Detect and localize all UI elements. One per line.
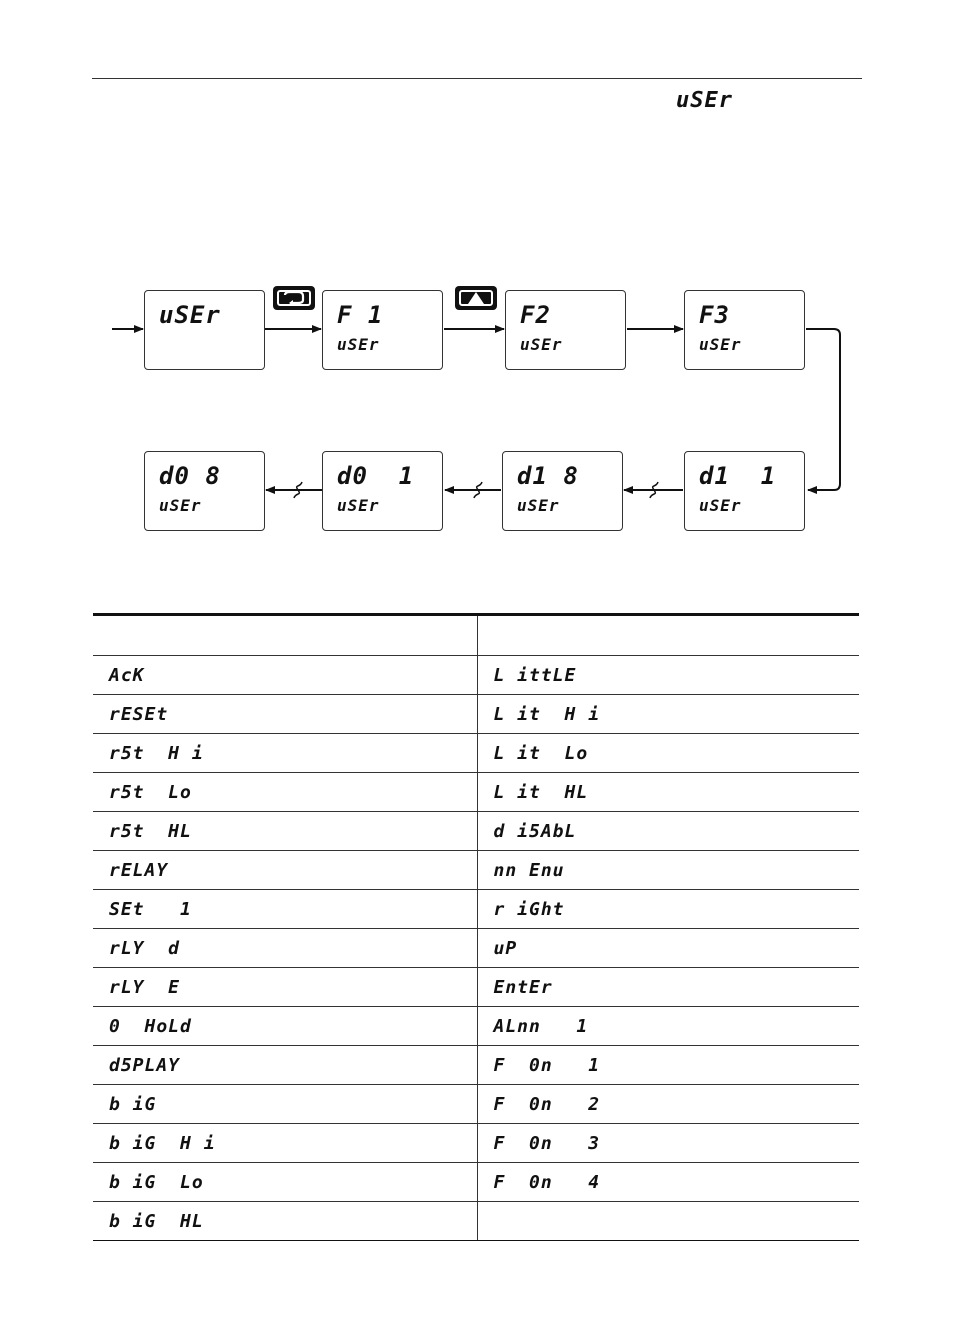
table-row bbox=[93, 890, 859, 929]
menu-header-label: uSEr bbox=[676, 88, 733, 113]
table-cell: 0 HoLd bbox=[93, 1007, 477, 1046]
display-box-user bbox=[144, 290, 265, 370]
table-row bbox=[93, 812, 859, 851]
display-main-text: d1 8 bbox=[517, 462, 579, 490]
table-header-cell bbox=[477, 615, 859, 656]
table-cell: uP bbox=[477, 929, 859, 968]
table-row bbox=[93, 851, 859, 890]
display-main-text: d0 8 bbox=[159, 462, 221, 490]
table-cell: r5t Lo bbox=[93, 773, 477, 812]
display-main-text: d0 1 bbox=[337, 462, 415, 490]
display-main-text: d1 1 bbox=[699, 462, 777, 490]
table-cell: L it H i bbox=[477, 695, 859, 734]
display-sub-text: uSEr bbox=[517, 496, 560, 515]
arrow-f3-to-di1 bbox=[806, 329, 840, 490]
display-box-f1 bbox=[322, 290, 443, 370]
display-box-do8 bbox=[144, 451, 265, 531]
table-cell: b iG bbox=[93, 1085, 477, 1124]
display-sub-text: uSEr bbox=[699, 496, 742, 515]
table-row bbox=[93, 695, 859, 734]
table-cell: L it HL bbox=[477, 773, 859, 812]
table-header-row bbox=[93, 615, 859, 656]
table-cell: F 0n 1 bbox=[477, 1046, 859, 1085]
function-table bbox=[93, 613, 859, 1241]
table-row bbox=[93, 968, 859, 1007]
table-cell: SEt 1 bbox=[93, 890, 477, 929]
table-cell: nn Enu bbox=[477, 851, 859, 890]
display-box-do1 bbox=[322, 451, 443, 531]
display-box-di1 bbox=[684, 451, 805, 531]
table-cell: EntEr bbox=[477, 968, 859, 1007]
table-row bbox=[93, 1046, 859, 1085]
table-cell: rELAY bbox=[93, 851, 477, 890]
table-row bbox=[93, 1085, 859, 1124]
table-cell: d5PLAY bbox=[93, 1046, 477, 1085]
display-box-f3 bbox=[684, 290, 805, 370]
up-button-icon bbox=[455, 286, 497, 310]
table-cell bbox=[477, 1202, 859, 1241]
display-box-di8 bbox=[502, 451, 623, 531]
display-main-text: uSEr bbox=[159, 301, 221, 329]
display-sub-text: uSEr bbox=[520, 335, 563, 354]
table-cell: L it Lo bbox=[477, 734, 859, 773]
table-cell: F 0n 4 bbox=[477, 1163, 859, 1202]
table-cell: rESEt bbox=[93, 695, 477, 734]
table-cell: rLY E bbox=[93, 968, 477, 1007]
table-row bbox=[93, 1202, 859, 1241]
table-cell: AcK bbox=[93, 656, 477, 695]
table-cell: b iG H i bbox=[93, 1124, 477, 1163]
table-row bbox=[93, 1163, 859, 1202]
display-sub-text: uSEr bbox=[699, 335, 742, 354]
table-row bbox=[93, 734, 859, 773]
display-sub-text: uSEr bbox=[337, 496, 380, 515]
table-cell: F 0n 2 bbox=[477, 1085, 859, 1124]
table-row bbox=[93, 773, 859, 812]
table-header-cell bbox=[93, 615, 477, 656]
table-cell: F 0n 3 bbox=[477, 1124, 859, 1163]
table-cell: d i5AbL bbox=[477, 812, 859, 851]
display-sub-text: uSEr bbox=[337, 335, 380, 354]
display-main-text: F 1 bbox=[337, 301, 384, 329]
table-cell: rLY d bbox=[93, 929, 477, 968]
table-cell: r iGht bbox=[477, 890, 859, 929]
table-row bbox=[93, 929, 859, 968]
table-row bbox=[93, 656, 859, 695]
display-main-text: F2 bbox=[520, 301, 551, 329]
table-row bbox=[93, 1007, 859, 1046]
display-sub-text: uSEr bbox=[159, 496, 202, 515]
table-cell: b iG HL bbox=[93, 1202, 477, 1241]
table-cell: r5t HL bbox=[93, 812, 477, 851]
table-cell: b iG Lo bbox=[93, 1163, 477, 1202]
table-row bbox=[93, 1124, 859, 1163]
table-cell: L ittLE bbox=[477, 656, 859, 695]
menu-button-icon bbox=[273, 286, 315, 310]
display-box-f2 bbox=[505, 290, 626, 370]
table-cell: r5t H i bbox=[93, 734, 477, 773]
table-cell: ALnn 1 bbox=[477, 1007, 859, 1046]
display-main-text: F3 bbox=[699, 301, 730, 329]
